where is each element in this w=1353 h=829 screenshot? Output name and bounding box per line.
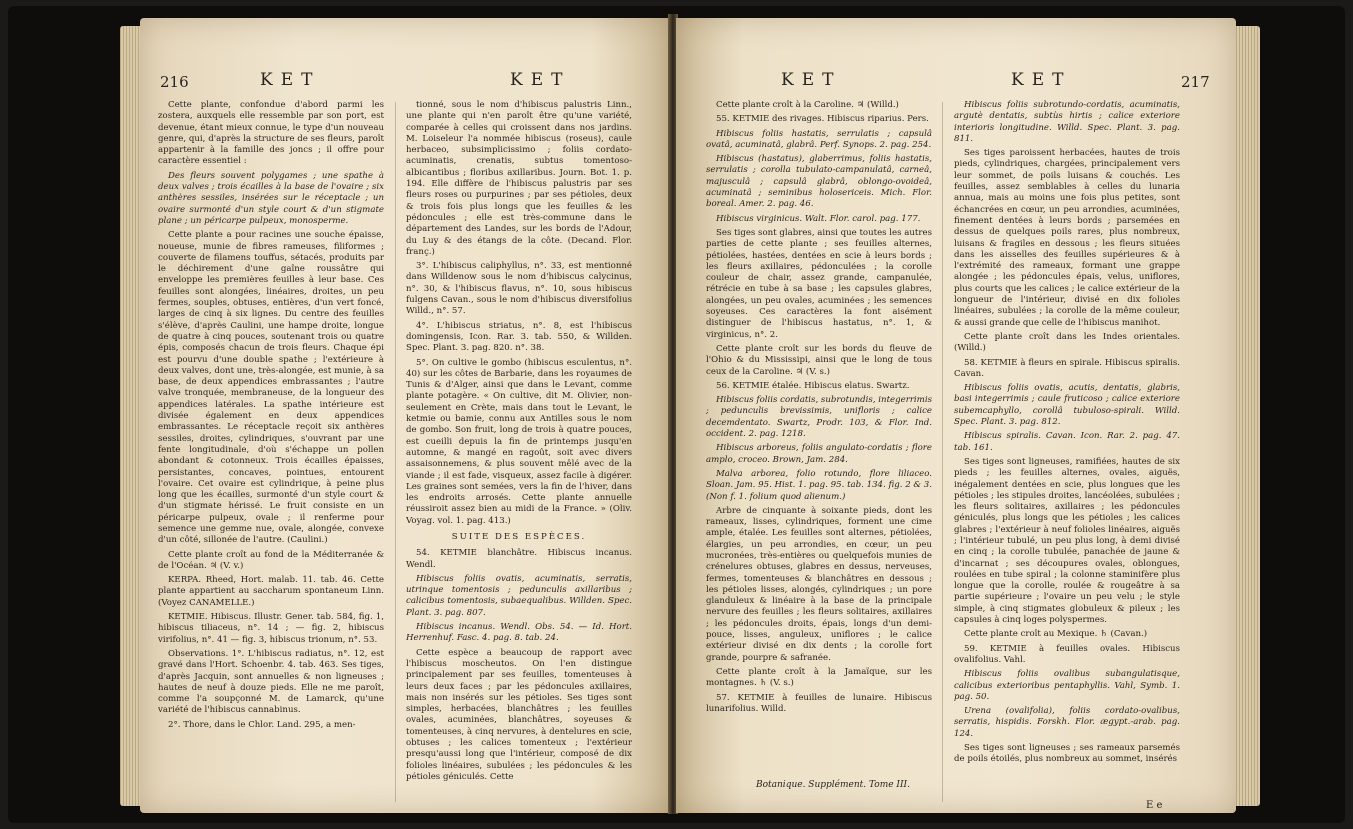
left-column-1 xyxy=(158,100,384,805)
paragraph: Cette plante a pour racines une souche épaisse, noueuse, munie de fibres rameuses, filiformes ; couverte de filamens touffus, sétacés, produits par le déchirement d'une gaîne roussâtre qui enveloppe les premières feuilles à leur base. Ces feuilles sont alongées, linéaires, droites, un peu fermes, souples, obtuses, entières, d'un vert foncé, larges de cinq à six lignes. Du centre des feuilles s'élève, d'après Caulini, une hampe droite, longue de quatre à cinq pouces, soutenant trois ou quatre épis, composés chacun de trois fleurs. Chaque épi est pourvu d'une double spathe ; l'extérieure à deux valves, dont une, très-alongée, est munie, à sa base, de deux appendices embrassantes ; l'autre valve tronquée, membraneuse, de la longueur des appendices latérales. La spathe intérieure est divisée également en deux appendices embrassantes. Le réceptacle reçoit six anthères sessiles, droites, cylindriques, s'ouvrant par une fente longitudinale, d'où s'échappe un pollen abondant & cotonneux. Trois écailles épaisses, persistantes, concaves, pointues, entourent l'ovaire. Cet ovaire est cylindrique, à peine plus long que les écailles, surmonté d'un style court & d'un stigmate hérissé. Le fruit consiste en un péricarpe pulpeux, ovale ; il renferme pour semence une gemme nue, ovale, alongée, convexe d'un côté, sillonée de l'autre. (Caulini.) xyxy=(158,230,384,546)
right-page-number: 217 xyxy=(1181,73,1210,91)
paragraph: Hibiscus arboreus, foliis angulato-cordatis ; flore amplo, croceo. Brown, Jam. 284. xyxy=(706,443,932,465)
paragraph: 2°. Thore, dans le Chlor. Land. 295, a men- xyxy=(168,719,356,730)
paragraph: KETMIE. Hibiscus. Illustr. Gener. tab. 584, fig. 1, hibiscus tiliaceus, n°. 14 ; — fig. 2, hibiscus virifolius, n°. 41 — fig. 3, hibiscus trionum, n°. 53. xyxy=(158,612,384,645)
left-column-2 xyxy=(406,100,632,805)
paragraph: Cette plante croît à la Caroline. ♃ (Willd.) xyxy=(716,100,899,110)
paragraph: 56. KETMIE étalée. Hibiscus elatus. Swartz. xyxy=(716,380,910,391)
left-page xyxy=(140,18,670,813)
paragraph: Cette plante croît sur les bords du fleuve de l'Ohio & du Mississipi, ainsi que le long de tous ceux de la Caroline. ♃ (V. s.) xyxy=(706,343,932,377)
paragraph: Hibiscus incanus. Wendl. Obs. 54. — Id. Hort. Herrenhuf. Fasc. 4. pag. 8. tab. 24. xyxy=(406,622,632,644)
paragraph: 3°. L'hibiscus caliphyllus, n°. 33, est mentionné dans Willdenow sous le nom d'hibiscus calycinus, n°. 30, & l'hibiscus flavus, n°. 10, sous hibiscus fulgens Cavan., sous le nom d'hibiscus diversifolius Willd., n°. 57. xyxy=(406,261,632,317)
paragraph: Observations. 1°. L'hibiscus radiatus, n°. 12, est gravé dans l'Hort. Schoenbr. 4. tab. 463. Ses tiges, d'après Jacquin, sont annuelles & non ligneuses ; hautes de neuf à douze pieds. Elle ne me paroît, comme l'a soupçonné M. de Lamarck, qu'une variété de l'hibiscus cannabinus. xyxy=(158,648,384,716)
paragraph: Hibiscus foliis cordatis, subrotundis, integerrimis ; pedunculis brevissimis, unifloris ; calice decemdentato. Swartz, Prodr. 103, & Flor. Ind. occident. 2. pag. 1218. xyxy=(706,395,932,440)
right-column-rule xyxy=(942,102,943,802)
paragraph: 4°. L'hibiscus striatus, n°. 8, est l'hibiscus domingensis, Icon. Rar. 3. tab. 550, & Willden. Spec. Plant. 3. pag. 820. n°. 38. xyxy=(406,320,632,354)
right-column-1 xyxy=(706,100,932,765)
paragraph: Hibiscus foliis ovatis, acutis, dentatis, glabris, basi integerrimis ; caule fruticoso ; calice exteriore subemcaphyllo, corollâ tubuloso-spirali. Willd. Spec. Plant. 3. pag. 812. xyxy=(954,383,1180,428)
paragraph: tionné, sous le nom d'hibiscus palustris Linn., une plante qui n'en paroît être qu'une variété, comparée à celles qui croissent dans nos jardins. M. Loiseleur l'a nommée hibiscus (roseus), caule herbaceo, subsimplicissimo ; foliis cordato-acuminatis, crenatis, subtus tomentoso-albicantibus ; floribus axillaribus. Journ. Bot. 1. p. 194. Elle diffère de l'hibiscus palustris par ses fleurs roses ou purpurines ; par ses pétioles, deux & trois fois plus longs que les feuilles & les pédoncules ; elle est très-commune dans le département des Landes, sur les bords de l'Adour, du Luy & des étangs de la côte. (Decand. Flor. franç.) xyxy=(406,100,632,257)
paragraph: 5°. On cultive le gombo (hibiscus esculentus, n°. 40) sur les côtes de Barbarie, dans les royaumes de Tunis & d'Alger, ainsi que dans le Levant, comme plante potagère. « On cultive, dit M. Olivier, non-seulement en Crète, mais dans tout le Levant, le ketmie ou bamie, connu aux Antilles sous le nom de gombo. Son fruit, long de trois à quatre pouces, est cueilli depuis la fin de printemps jusqu'en automne, & mangé en ragoût, soit avec divers assaisonnemens, & plus souvent mêlé avec de la viande ; il est fade, visqueux, assez facile à digérer. Les graines sont semées, vers la fin de l'hiver, dans les endroits arrosés. Cette plante annuelle réussiroit assez bien au midi de la France. » (Oliv. Voyag. vol. 1. pag. 413.) xyxy=(406,357,632,526)
paragraph: 55. KETMIE des rivages. Hibiscus riparius. Pers. xyxy=(716,114,929,125)
left-header-right: KET xyxy=(510,70,571,90)
paragraph: Cette plante, confondue d'abord parmi les zostera, auxquels elle ressemble par son port, est devenue, étant mieux connue, le type d'un nouveau genre, qui, d'après la structure de ses fleurs, paroît appartenir à la famille des joncs ; il offre pour caractère essentiel : xyxy=(158,100,384,167)
paragraph: Cette plante croît dans les Indes orientales. (Willd.) xyxy=(954,331,1180,354)
paragraph: Hibiscus foliis subrotundo-cordatis, acuminatis, argutè dentatis, subtùs hirtis ; calice exteriore interioris longitudine. Willd. Spec. Plant. 3. pag. 811. xyxy=(954,100,1180,144)
paragraph: Hibiscus foliis hastatis, serrulatis ; capsulâ ovatâ, acuminatâ, glabrâ. Perf. Synops. 2. pag. 254. xyxy=(706,128,932,150)
paragraph: SUITE DES ESPÈCES. xyxy=(451,531,587,542)
right-header-right: KET xyxy=(1011,70,1072,90)
paragraph: 59. KETMIE à feuilles ovales. Hibiscus ovalifolius. Vahl. xyxy=(954,643,1180,665)
paragraph: 58. KETMIE à fleurs en spirale. Hibiscus spiralis. Cavan. xyxy=(954,357,1180,379)
left-header-left: KET xyxy=(260,70,321,90)
paragraph: 57. KETMIE à feuilles de lunaire. Hibiscus lunarifolius. Willd. xyxy=(706,692,932,714)
paragraph: Hibiscus spiralis. Cavan. Icon. Rar. 2. pag. 47. tab. 161. xyxy=(954,431,1180,453)
paragraph: Cette plante croît au Mexique. ♄ (Cavan.) xyxy=(964,629,1148,640)
page-edges-left xyxy=(120,26,142,806)
paragraph: Des fleurs souvent polygames ; une spathe à deux valves ; trois écailles à la base de l'ovaire ; six anthères sessiles, insérées sur le réceptacle ; un ovaire surmonté d'un style court & d'un stigmate plane ; un péricarpe pulpeux, monosperme. xyxy=(158,170,384,226)
paragraph: Hibiscus virginicus. Walt. Flor. carol. pag. 177. xyxy=(716,213,921,224)
left-column-rule xyxy=(395,102,396,802)
paragraph: 54. KETMIE blanchâtre. Hibiscus incanus. Wendl. xyxy=(406,548,632,570)
paragraph: Ses tiges sont ligneuses ; ses rameaux parsemés de poils étoilés, plus nombreux au sommet, insérés xyxy=(954,743,1180,765)
paragraph: Arbre de cinquante à soixante pieds, dont les rameaux, lisses, cylindriques, forment une cime ample, étalée. Les feuilles sont alternes, pétiolées, élargies, un peu arrondies, en cœur, un peu mucronées, très-entières ou quelquefois munies de crénelures obtuses, glabres en dessus, nerveuses, fermes, tomenteuses & blanchâtres en dessous ; les pétioles lisses, alongés, cylindriques ; un pore glanduleux & linéaire à la base de la principale nervure des feuilles ; les fleurs solitaires, axillaires ; les pédoncules droits, épais, longs d'un demi-pouce, lisses, anguleux, uniflores ; le calice extérieur divisé en dix dents ; la corolle fort grande, pourpre & safranée. xyxy=(706,505,932,663)
paragraph: Malva arborea, folio rotundo, flore liliaceo. Sloan. Jam. 95. Hist. 1. pag. 95. tab. 134. fig. 2 & 3. (Non f. 1. folium quod alienum.) xyxy=(706,468,932,502)
right-page xyxy=(676,18,1236,813)
right-header-left: KET xyxy=(781,70,842,90)
paragraph: Hibiscus (hastatus), glaberrimus, foliis hastatis, serrulatis ; corolla tubulato-campanulatâ, carneâ, majusculâ ; capsulâ glabrâ, oblongo-ovoideâ, acuminatâ ; seminibus holosericeis. Mich. Flor. boreal. Amer. 2. pag. 46. xyxy=(706,154,932,210)
paragraph: Hibiscus foliis ovalibus subangulatisque, calicibus exterioribus pentaphyllis. Vahl, Symb. 1. pag. 50. xyxy=(954,669,1180,702)
paragraph: Cette espèce a beaucoup de rapport avec l'hibiscus moscheutos. On l'en distingue principalement par ses feuilles, tomenteuses à leurs deux faces ; par les pédoncules axillaires, mais non insérés sur les pétioles. Ses tiges sont simples, herbacées, blanchâtres ; les feuilles ovales, acuminées, blanchâtres, soyeuses & tomenteuses, à cinq nervures, à dentelures en scie, obtuses ; les calices tomenteux ; l'extérieur presqu'aussi long que l'intérieur, composé de dix folioles linéaires, subulées ; les pédoncules & les pétioles géniculés. Cette xyxy=(406,647,632,782)
paragraph: Urena (ovalifolia), foliis cordato-ovalibus, serratis, hispidis. Forskh. Flor. ægypt.-arab. pag. 124. xyxy=(954,706,1180,739)
paragraph: Ses tiges sont ligneuses, ramifiées, hautes de six pieds ; les feuilles alternes, ovales, aiguës, inégalement dentées en scie, plus longues que les pétioles ; les stipules droites, lancéolées, subulées ; les fleurs solitaires, axillaires ; les pédoncules géniculés, plus longs que les pétioles ; les calices glabres ; l'extérieur à neuf folioles linéaires, aiguës ; l'intérieur tubulé, un peu plus long, à demi divisé en cinq ; la corolle tubulée, panachée de jaune & d'incarnat ; ses découpures ovales, oblongues, roulées en tube spiral ; la colonne staminifère plus longue que la corolle, roulée & rougeâtre à sa partie supérieure ; l'ovaire un peu velu ; le style simple, à cinq stigmates globuleux & pileux ; les capsules à cinq loges polyspermes. xyxy=(954,456,1180,626)
right-column-2 xyxy=(954,100,1180,790)
left-page-number: 216 xyxy=(160,73,189,91)
paragraph: Ses tiges paroissent herbacées, hautes de trois pieds, cylindriques, chargées, principalement vers leur sommet, de poils luisans & couchés. Les feuilles, assez semblables à celles du lunaria annua, mais au moins une fois plus petites, sont échancrées en cœur, un peu arrondies, acuminées, finement dentées à leurs bords ; parsemées en dessus de quelques poils rares, plus nombreux, luisans & fragiles en dessous ; les fleurs situées dans les aisselles des feuilles supérieures & à l'extrémité des rameaux, formant une grappe alongée ; les pédoncules épais, velus, uniflores, plus courts que les calices ; le calice extérieur de la longueur de l'intérieur, divisé en dix folioles linéaires, subulées ; la corolle de la même couleur, & aussi grande que celle de l'hibiscus manihot. xyxy=(954,148,1180,328)
paragraph: Hibiscus foliis ovatis, acuminatis, serratis, utrinque tomentosis ; pedunculis axillaribus ; calicibus tomentosis, subaequalibus. Willden. Spec. Plant. 3. pag. 807. xyxy=(406,573,632,618)
paragraph: KERPA. Rheed, Hort. malab. 11. tab. 46. Cette plante appartient au saccharum spontaneum Linn. (Voyez CANAMELLE.) xyxy=(158,575,384,608)
paragraph: Ses tiges sont glabres, ainsi que toutes les autres parties de cette plante ; ses feuilles alternes, pétiolées, hastées, dentées en scie à leurs bords ; les fleurs axillaires, pédonculées ; la corolle couleur de chair, assez grande, campanulée, rétrécie en tube à sa base ; les capsules glabres, alongées, un peu ovales, acuminées ; les semences soyeuses. Ces caractères la font aisément distinguer de l'hibiscus hastatus, n°. 1, & virginicus, n°. 2. xyxy=(706,227,932,340)
signature-mark: E e xyxy=(1146,800,1163,811)
paragraph: Cette plante croît au fond de la Méditerranée & de l'Océan. ♃ (V. v.) xyxy=(158,549,384,571)
footer-signature: Botanique. Supplément. Tome III. xyxy=(756,780,910,790)
paragraph: Cette plante croît à la Jamaïque, sur les montagnes. ♄ (V. s.) xyxy=(706,666,932,689)
page-edges-right xyxy=(1234,26,1260,806)
